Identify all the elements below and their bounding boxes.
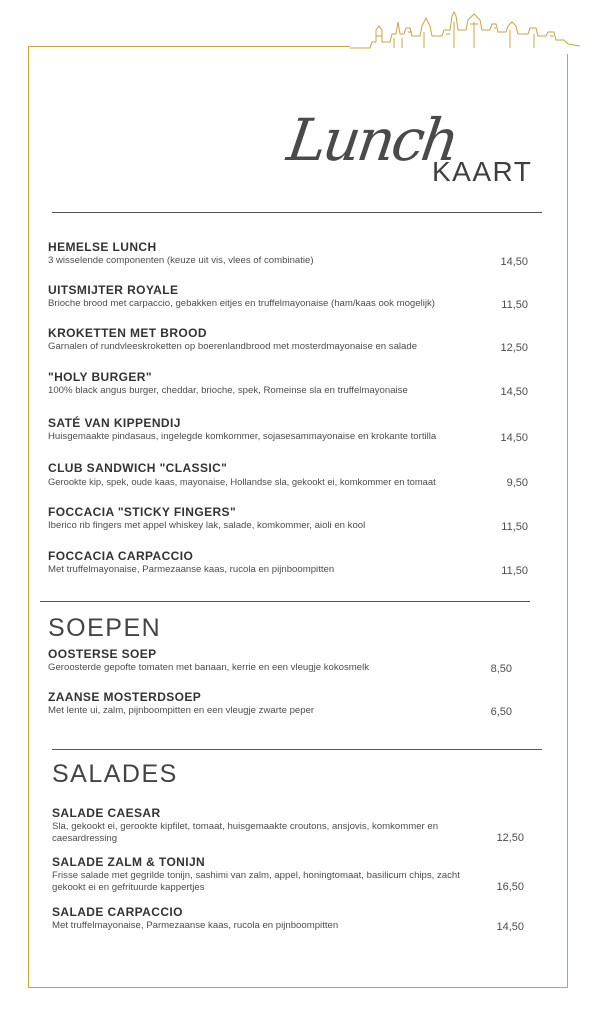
item-name: HEMELSE LUNCH	[48, 240, 157, 254]
menu-item	[48, 416, 528, 443]
item-name: KROKETTEN MET BROOD	[48, 326, 207, 340]
item-desc: Brioche brood met carpaccio, gebakken eitjes en truffelmayonaise (ham/kaas ook mogelijk)	[48, 298, 435, 309]
item-desc: 3 wisselende componenten (keuze uit vis, vlees of combinatie)	[48, 255, 314, 266]
menu-item	[48, 240, 528, 267]
item-desc: Huisgemaakte pindasaus, ingelegde komkommer, sojasesammayonaise en krokante tortilla	[48, 431, 437, 442]
item-name: "HOLY BURGER"	[48, 370, 152, 384]
menu-item	[48, 326, 528, 353]
divider-soepen	[40, 601, 530, 602]
item-name: UITSMIJTER ROYALE	[48, 283, 179, 297]
item-price: 14,50	[500, 386, 528, 398]
item-name: SATÉ VAN KIPPENDIJ	[48, 416, 181, 430]
menu-item	[52, 806, 532, 845]
menu-item	[48, 370, 528, 397]
item-desc: Met lente ui, zalm, pijnboompitten en een vleugje zwarte peper	[48, 705, 315, 716]
item-name: FOCCACIA CARPACCIO	[48, 549, 194, 563]
menu-item	[48, 690, 528, 717]
city-skyline-icon	[350, 8, 580, 54]
item-price: 14,50	[500, 256, 528, 268]
item-desc: Frisse salade met gegrilde tonijn, sashimi van zalm, appel, honingtomaat, basilicum chips, zacht gekookt ei en gefrituurde kappertjes	[52, 870, 460, 893]
menu-item	[48, 505, 528, 532]
item-desc: Gerookte kip, spek, oude kaas, mayonaise, Hollandse sla, gekookt ei, komkommer en tomaat	[48, 476, 436, 487]
title-script: Lunch	[283, 106, 461, 174]
item-name: SALADE ZALM & TONIJN	[52, 855, 206, 869]
menu-item	[52, 855, 532, 894]
menu-item	[48, 283, 528, 310]
item-name: SALADE CARPACCIO	[52, 905, 183, 919]
title-caps: KAART	[432, 156, 533, 187]
item-price: 12,50	[500, 342, 528, 354]
item-price: 8,50	[490, 663, 512, 675]
item-desc: Met truffelmayonaise, Parmezaanse kaas, rucola en pijnboompitten	[52, 920, 339, 931]
item-desc: Iberico rib fingers met appel whiskey lak, salade, komkommer, aioli en kool	[48, 520, 366, 531]
item-price: 12,50	[496, 832, 524, 844]
item-desc: Garnalen of rundvleeskroketten op boerenlandbrood met mosterdmayonaise en salade	[48, 341, 418, 352]
menu-title	[283, 106, 548, 196]
divider-salades	[52, 749, 542, 750]
item-price: 16,50	[496, 881, 524, 893]
menu-item	[48, 647, 528, 674]
section-title-salades: SALADES	[52, 760, 178, 788]
item-desc: Geroosterde gepofte tomaten met banaan, kerrie en een vleugje kokosmelk	[48, 662, 370, 673]
item-name: SALADE CAESAR	[52, 806, 161, 820]
item-name: FOCCACIA "STICKY FINGERS"	[48, 505, 237, 519]
item-name: CLUB SANDWICH "CLASSIC"	[48, 461, 228, 475]
menu-item	[52, 905, 532, 932]
item-desc: Met truffelmayonaise, Parmezaanse kaas, rucola en pijnboompitten	[48, 564, 335, 575]
item-price: 6,50	[490, 706, 512, 718]
menu-item	[48, 549, 528, 576]
item-price: 11,50	[501, 521, 528, 533]
item-desc: Sla, gekookt ei, gerookte kipfilet, tomaat, huisgemaakte croutons, ansjovis, komkommer en caesardressing	[52, 821, 439, 844]
item-price: 11,50	[501, 565, 528, 577]
section-title-soepen: SOEPEN	[48, 614, 162, 642]
item-price: 14,50	[500, 432, 528, 444]
item-name: ZAANSE MOSTERDSOEP	[48, 690, 202, 704]
menu-item	[48, 461, 528, 488]
item-price: 11,50	[501, 299, 528, 311]
item-name: OOSTERSE SOEP	[48, 647, 157, 661]
item-price: 9,50	[506, 477, 528, 489]
divider-lunch	[52, 212, 542, 213]
item-desc: 100% black angus burger, cheddar, brioche, spek, Romeinse sla en truffelmayonaise	[48, 385, 408, 396]
item-price: 14,50	[496, 921, 524, 933]
